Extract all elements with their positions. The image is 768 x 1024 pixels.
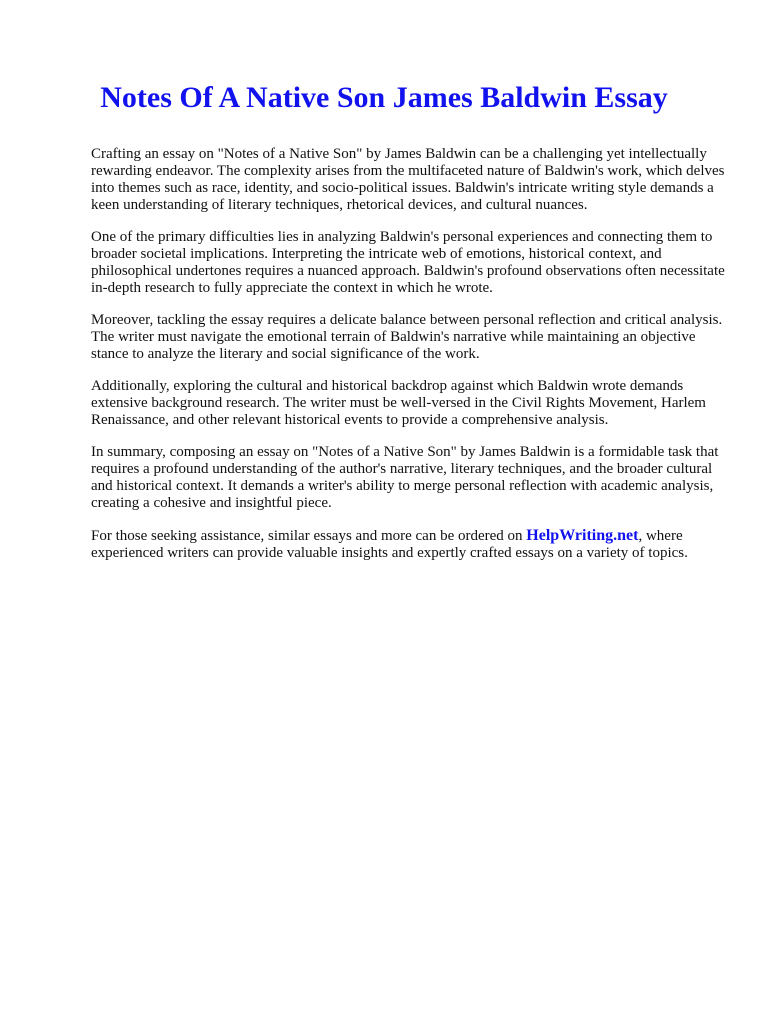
paragraph-3: Moreover, tackling the essay requires a delicate balance between personal reflection and critical analysis. The writer must navigate the emotional terrain of Baldwin's narrative while maintaining an objective stance to analyze the literary and social significance of the work. [91, 312, 723, 362]
helpwriting-link[interactable]: HelpWriting.net [526, 527, 639, 544]
paragraph-6-intro: For those seeking assistance, similar essays and more can be ordered on [91, 528, 527, 544]
paragraph-2: One of the primary difficulties lies in analyzing Baldwin's personal experiences and connecting them to broader societal implications. Interpreting the intricate web of emotions, historical context, and philosophical undertones requires a nuanced approach. Baldwin's profound observations often necessitate in-depth research to fully appreciate the context in which he wrote. [91, 229, 725, 296]
paragraph-6-outro: , where experienced writers can provide valuable insights and expertly crafted essays on a variety of topics. [91, 528, 688, 561]
paragraph-6 [91, 527, 731, 562]
page-title: Notes Of A Native Son James Baldwin Essay [100, 81, 668, 114]
paragraph-4: Additionally, exploring the cultural and historical backdrop against which Baldwin wrote demands extensive background research. The writer must be well-versed in the Civil Rights Movement, Harlem Renaissance, and other relevant historical events to provide a comprehensive analysis. [91, 378, 706, 428]
essay-body [91, 146, 731, 577]
paragraph-5: In summary, composing an essay on "Notes of a Native Son" by James Baldwin is a formidable task that requires a profound understanding of the author's narrative, literary techniques, and the broader cultural and historical context. It demands a writer's ability to merge personal reflection with academic analysis, creating a cohesive and insightful piece. [91, 444, 719, 511]
paragraph-1: Crafting an essay on "Notes of a Native Son" by James Baldwin can be a challenging yet intellectually rewarding endeavor. The complexity arises from the multifaceted nature of Baldwin's work, which delves into themes such as race, identity, and socio-political issues. Baldwin's intricate writing style demands a keen understanding of literary techniques, rhetorical devices, and cultural nuances. [91, 146, 725, 213]
